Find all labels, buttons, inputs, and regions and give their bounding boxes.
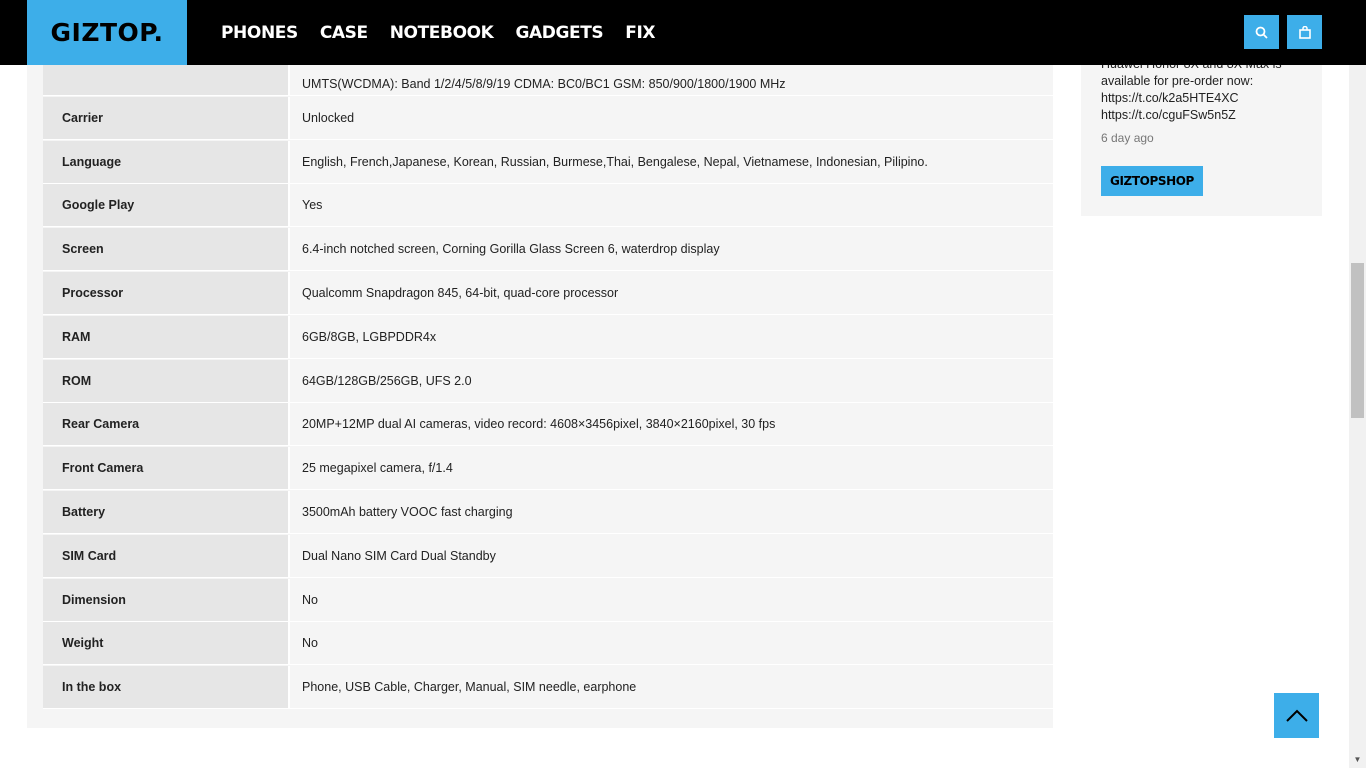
spec-value: 64GB/128GB/256GB, UFS 2.0 [302, 374, 472, 388]
site-logo[interactable]: GIZTOP. [27, 0, 187, 65]
spec-label: Google Play [43, 184, 290, 226]
nav-notebook[interactable]: NOTEBOOK [389, 22, 494, 43]
spec-value: No [302, 636, 318, 650]
spec-row [43, 272, 1053, 315]
spec-row [43, 579, 1053, 622]
cart-button[interactable] [1287, 15, 1322, 49]
spec-label: Screen [43, 228, 290, 270]
spec-label: Dimension [43, 579, 290, 621]
main-nav [221, 0, 677, 65]
nav-phones[interactable]: PHONES [221, 22, 298, 43]
spec-row [43, 316, 1053, 359]
spec-value: 25 megapixel camera, f/1.4 [302, 461, 453, 475]
spec-value: Phone, USB Cable, Charger, Manual, SIM needle, earphone [302, 680, 637, 694]
spec-value: 20MP+12MP dual AI cameras, video record: 4608×3456pixel, 3840×2160pixel, 30 fps [302, 417, 776, 431]
spec-row [43, 447, 1053, 490]
shopping-bag-icon [1299, 26, 1311, 39]
scroll-down-arrow-icon[interactable]: ▼ [1353, 754, 1362, 764]
spec-row-network [43, 63, 1053, 96]
spec-value: English, French,Japanese, Korean, Russian, Burmese,Thai, Bengalese, Nepal, Vietnamese, Indonesian, Pilipino. [302, 155, 928, 169]
spec-value: Yes [302, 198, 323, 212]
spec-value: No [302, 593, 318, 607]
spec-value: Qualcomm Snapdragon 845, 64-bit, quad-core processor [302, 286, 619, 300]
spec-row [43, 666, 1053, 709]
spec-row [43, 403, 1053, 446]
spec-row [43, 360, 1053, 403]
nav-case[interactable]: CASE [319, 22, 368, 43]
spec-value: UMTS(WCDMA): Band 1/2/4/5/8/9/19 CDMA: BC0/BC1 GSM: 850/900/1800/1900 MHz [302, 77, 786, 91]
spec-row [43, 141, 1053, 184]
spec-value: 6.4-inch notched screen, Corning Gorilla Glass Screen 6, waterdrop display [302, 242, 720, 256]
spec-label: Battery [43, 491, 290, 533]
spec-label: Weight [43, 622, 290, 664]
spec-label [43, 63, 290, 95]
giztopshop-button[interactable]: GIZTOPSHOP [1101, 166, 1203, 196]
tweet-text: available for pre-order now: [1101, 74, 1254, 88]
site-header [0, 0, 1366, 65]
search-icon [1255, 26, 1268, 39]
tweet-link[interactable]: https://t.co/k2a5HTE4XC [1101, 91, 1239, 105]
spec-value: 3500mAh battery VOOC fast charging [302, 505, 513, 519]
search-button[interactable] [1244, 15, 1279, 49]
spec-value: Unlocked [302, 111, 355, 125]
spec-label: ROM [43, 360, 290, 402]
spec-value: Dual Nano SIM Card Dual Standby [302, 549, 496, 563]
spec-label: Front Camera [43, 447, 290, 489]
tweet [1101, 56, 1301, 147]
spec-row [43, 491, 1053, 534]
spec-label: RAM [43, 316, 290, 358]
spec-row [43, 228, 1053, 271]
spec-row [43, 184, 1053, 227]
tweet-link[interactable]: https://t.co/cguFSw5n5Z [1101, 108, 1236, 122]
spec-label: SIM Card [43, 535, 290, 577]
spec-row [43, 622, 1053, 665]
back-to-top-button[interactable] [1274, 693, 1319, 738]
spec-label: Language [43, 141, 290, 183]
spec-label: Processor [43, 272, 290, 314]
spec-value: 6GB/8GB, LGBPDDR4x [302, 330, 437, 344]
spec-row [43, 535, 1053, 578]
nav-fix[interactable]: FIX [625, 22, 656, 43]
scrollbar-thumb[interactable] [1351, 263, 1364, 418]
spec-row [43, 97, 1053, 140]
chevron-up-icon [1285, 709, 1309, 723]
spec-label: In the box [43, 666, 290, 708]
tweet-timestamp: 6 day ago [1101, 131, 1154, 145]
nav-gadgets[interactable]: GADGETS [515, 22, 604, 43]
spec-label: Carrier [43, 97, 290, 139]
spec-label: Rear Camera [43, 403, 290, 445]
